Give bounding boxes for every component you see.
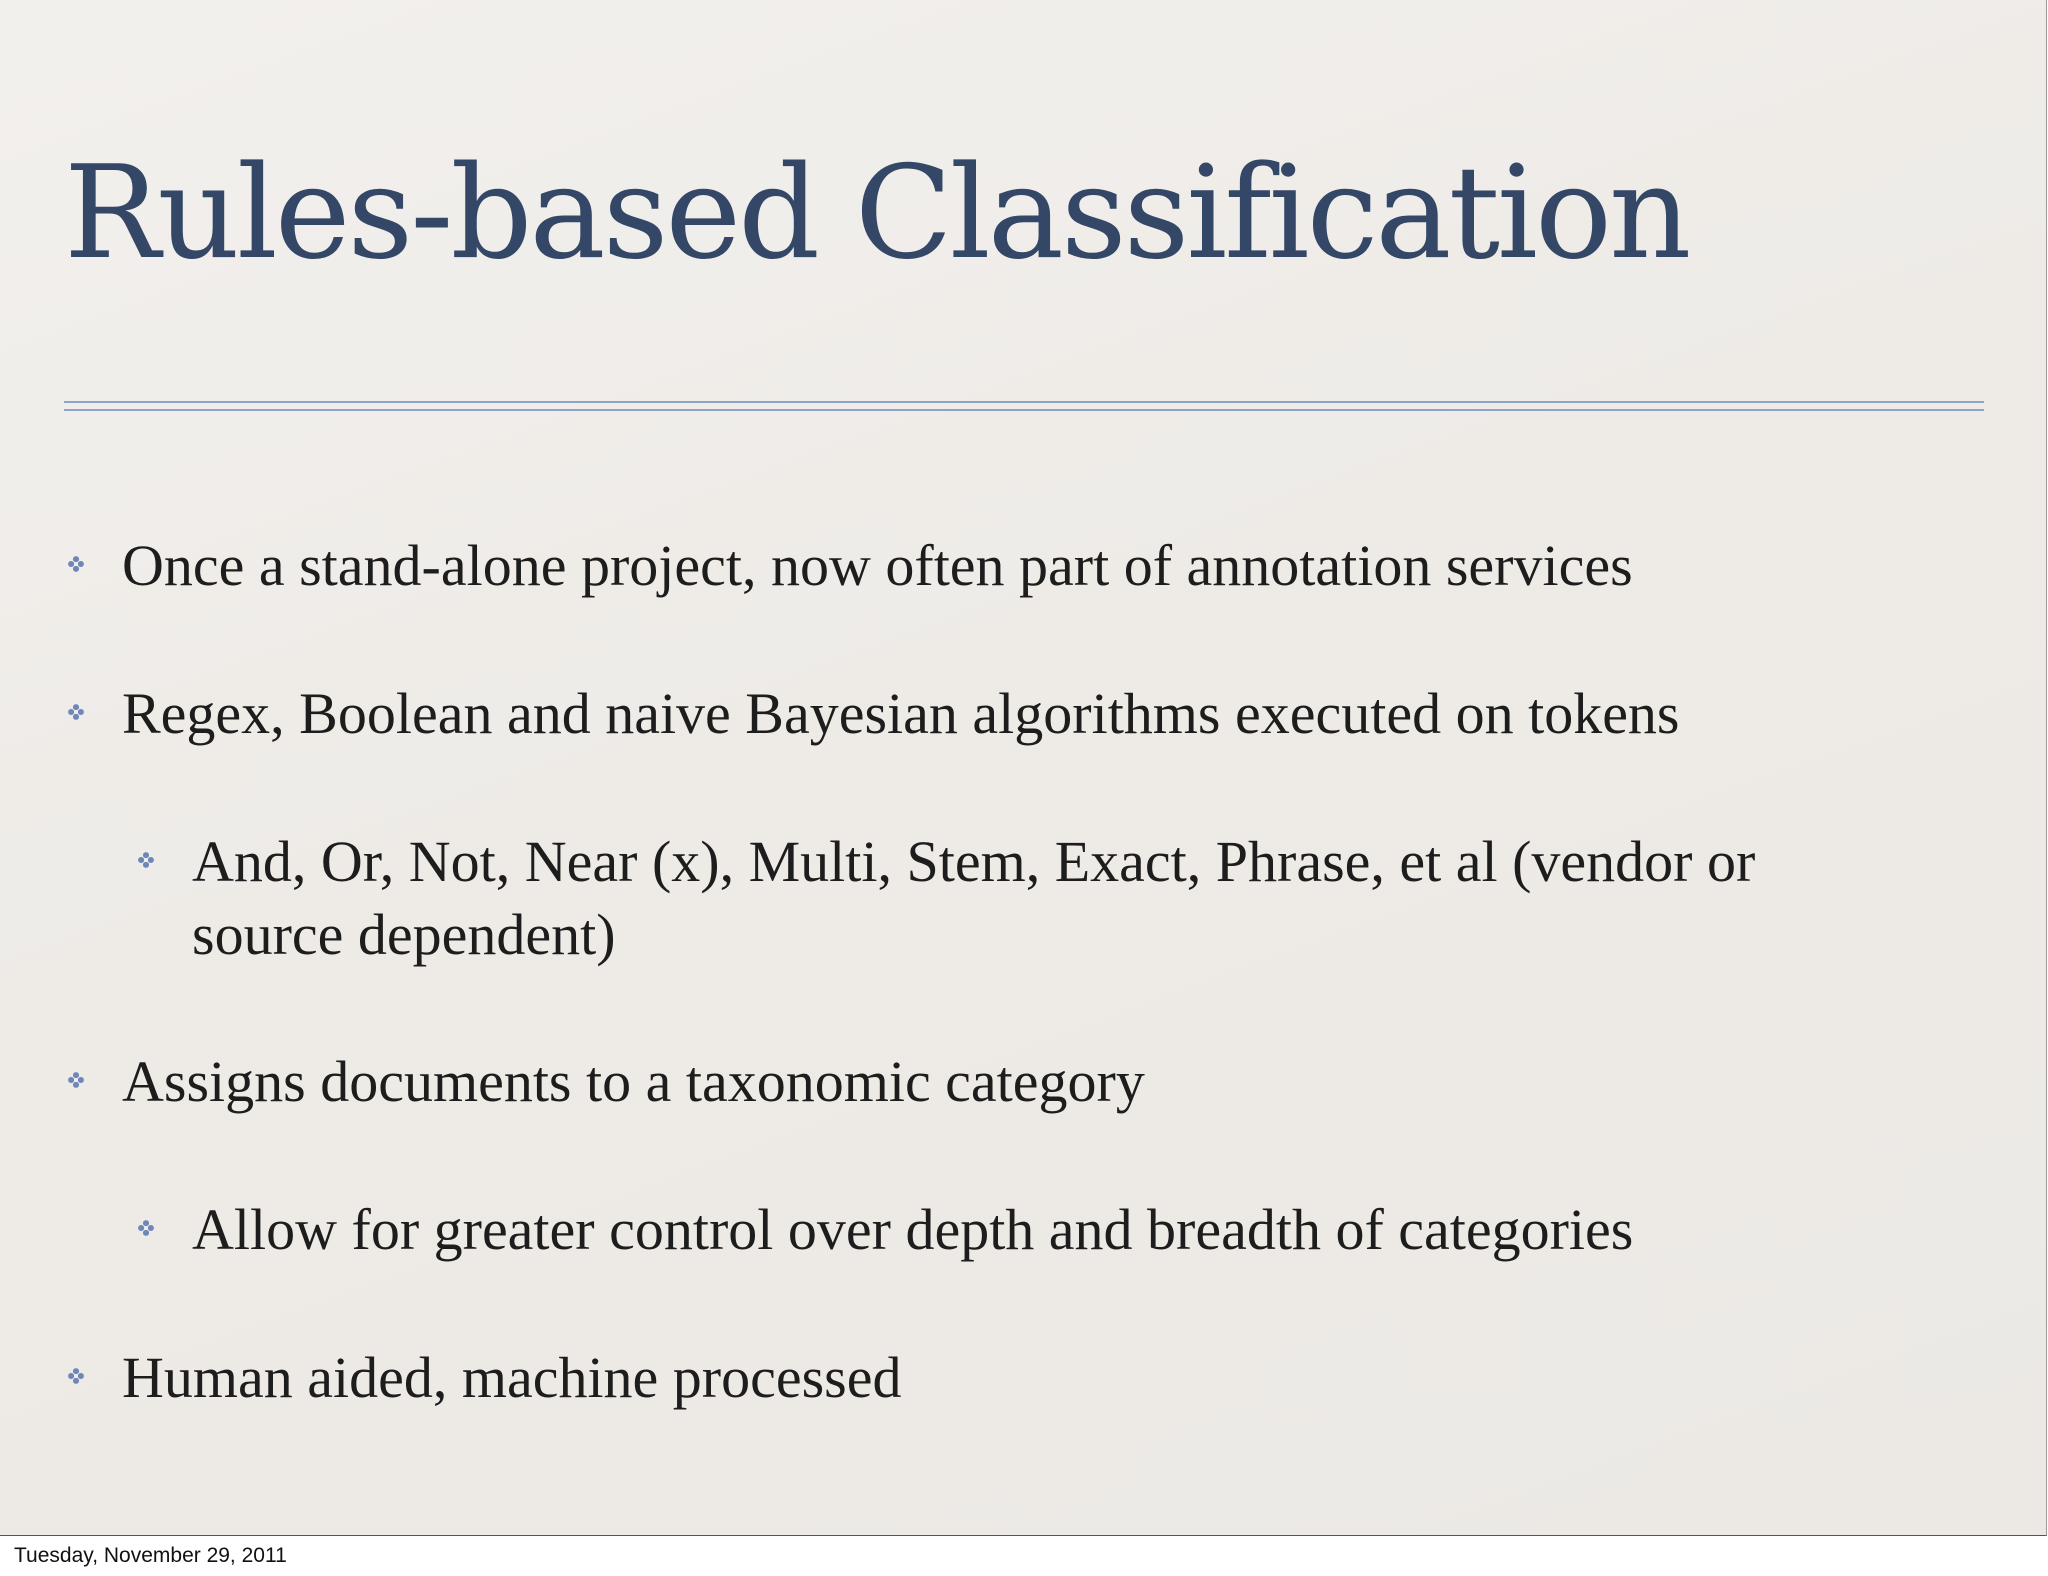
- sub-bullet-text-line1: And, Or, Not, Near (x), Multi, Stem, Exact, Phrase, et al (vendor or: [192, 829, 1756, 894]
- bullet-text: Once a stand-alone project, now often part of annotation services: [122, 533, 1633, 598]
- title-divider-bottom: [64, 409, 1984, 411]
- fleuron-bullet-icon: [137, 1219, 155, 1237]
- bullet-text: Human aided, machine processed: [122, 1345, 902, 1410]
- title-divider-top: [64, 401, 1984, 403]
- fleuron-bullet-icon: [67, 1367, 85, 1385]
- fleuron-bullet-icon: [67, 703, 85, 721]
- fleuron-bullet-icon: [67, 1071, 85, 1089]
- fleuron-bullet-icon: [67, 555, 85, 573]
- fleuron-bullet-icon: [137, 851, 155, 869]
- bullet-text: Assigns documents to a taxonomic category: [122, 1049, 1145, 1114]
- sub-bullet-text-line2: source dependent): [192, 902, 616, 967]
- bullet-text: Regex, Boolean and naive Bayesian algorithms executed on tokens: [122, 681, 1680, 746]
- sub-bullet-text: Allow for greater control over depth and breadth of categories: [192, 1197, 1634, 1262]
- slide-title: Rules-based Classification: [64, 139, 1689, 288]
- footer-date: Tuesday, November 29, 2011: [14, 1544, 287, 1567]
